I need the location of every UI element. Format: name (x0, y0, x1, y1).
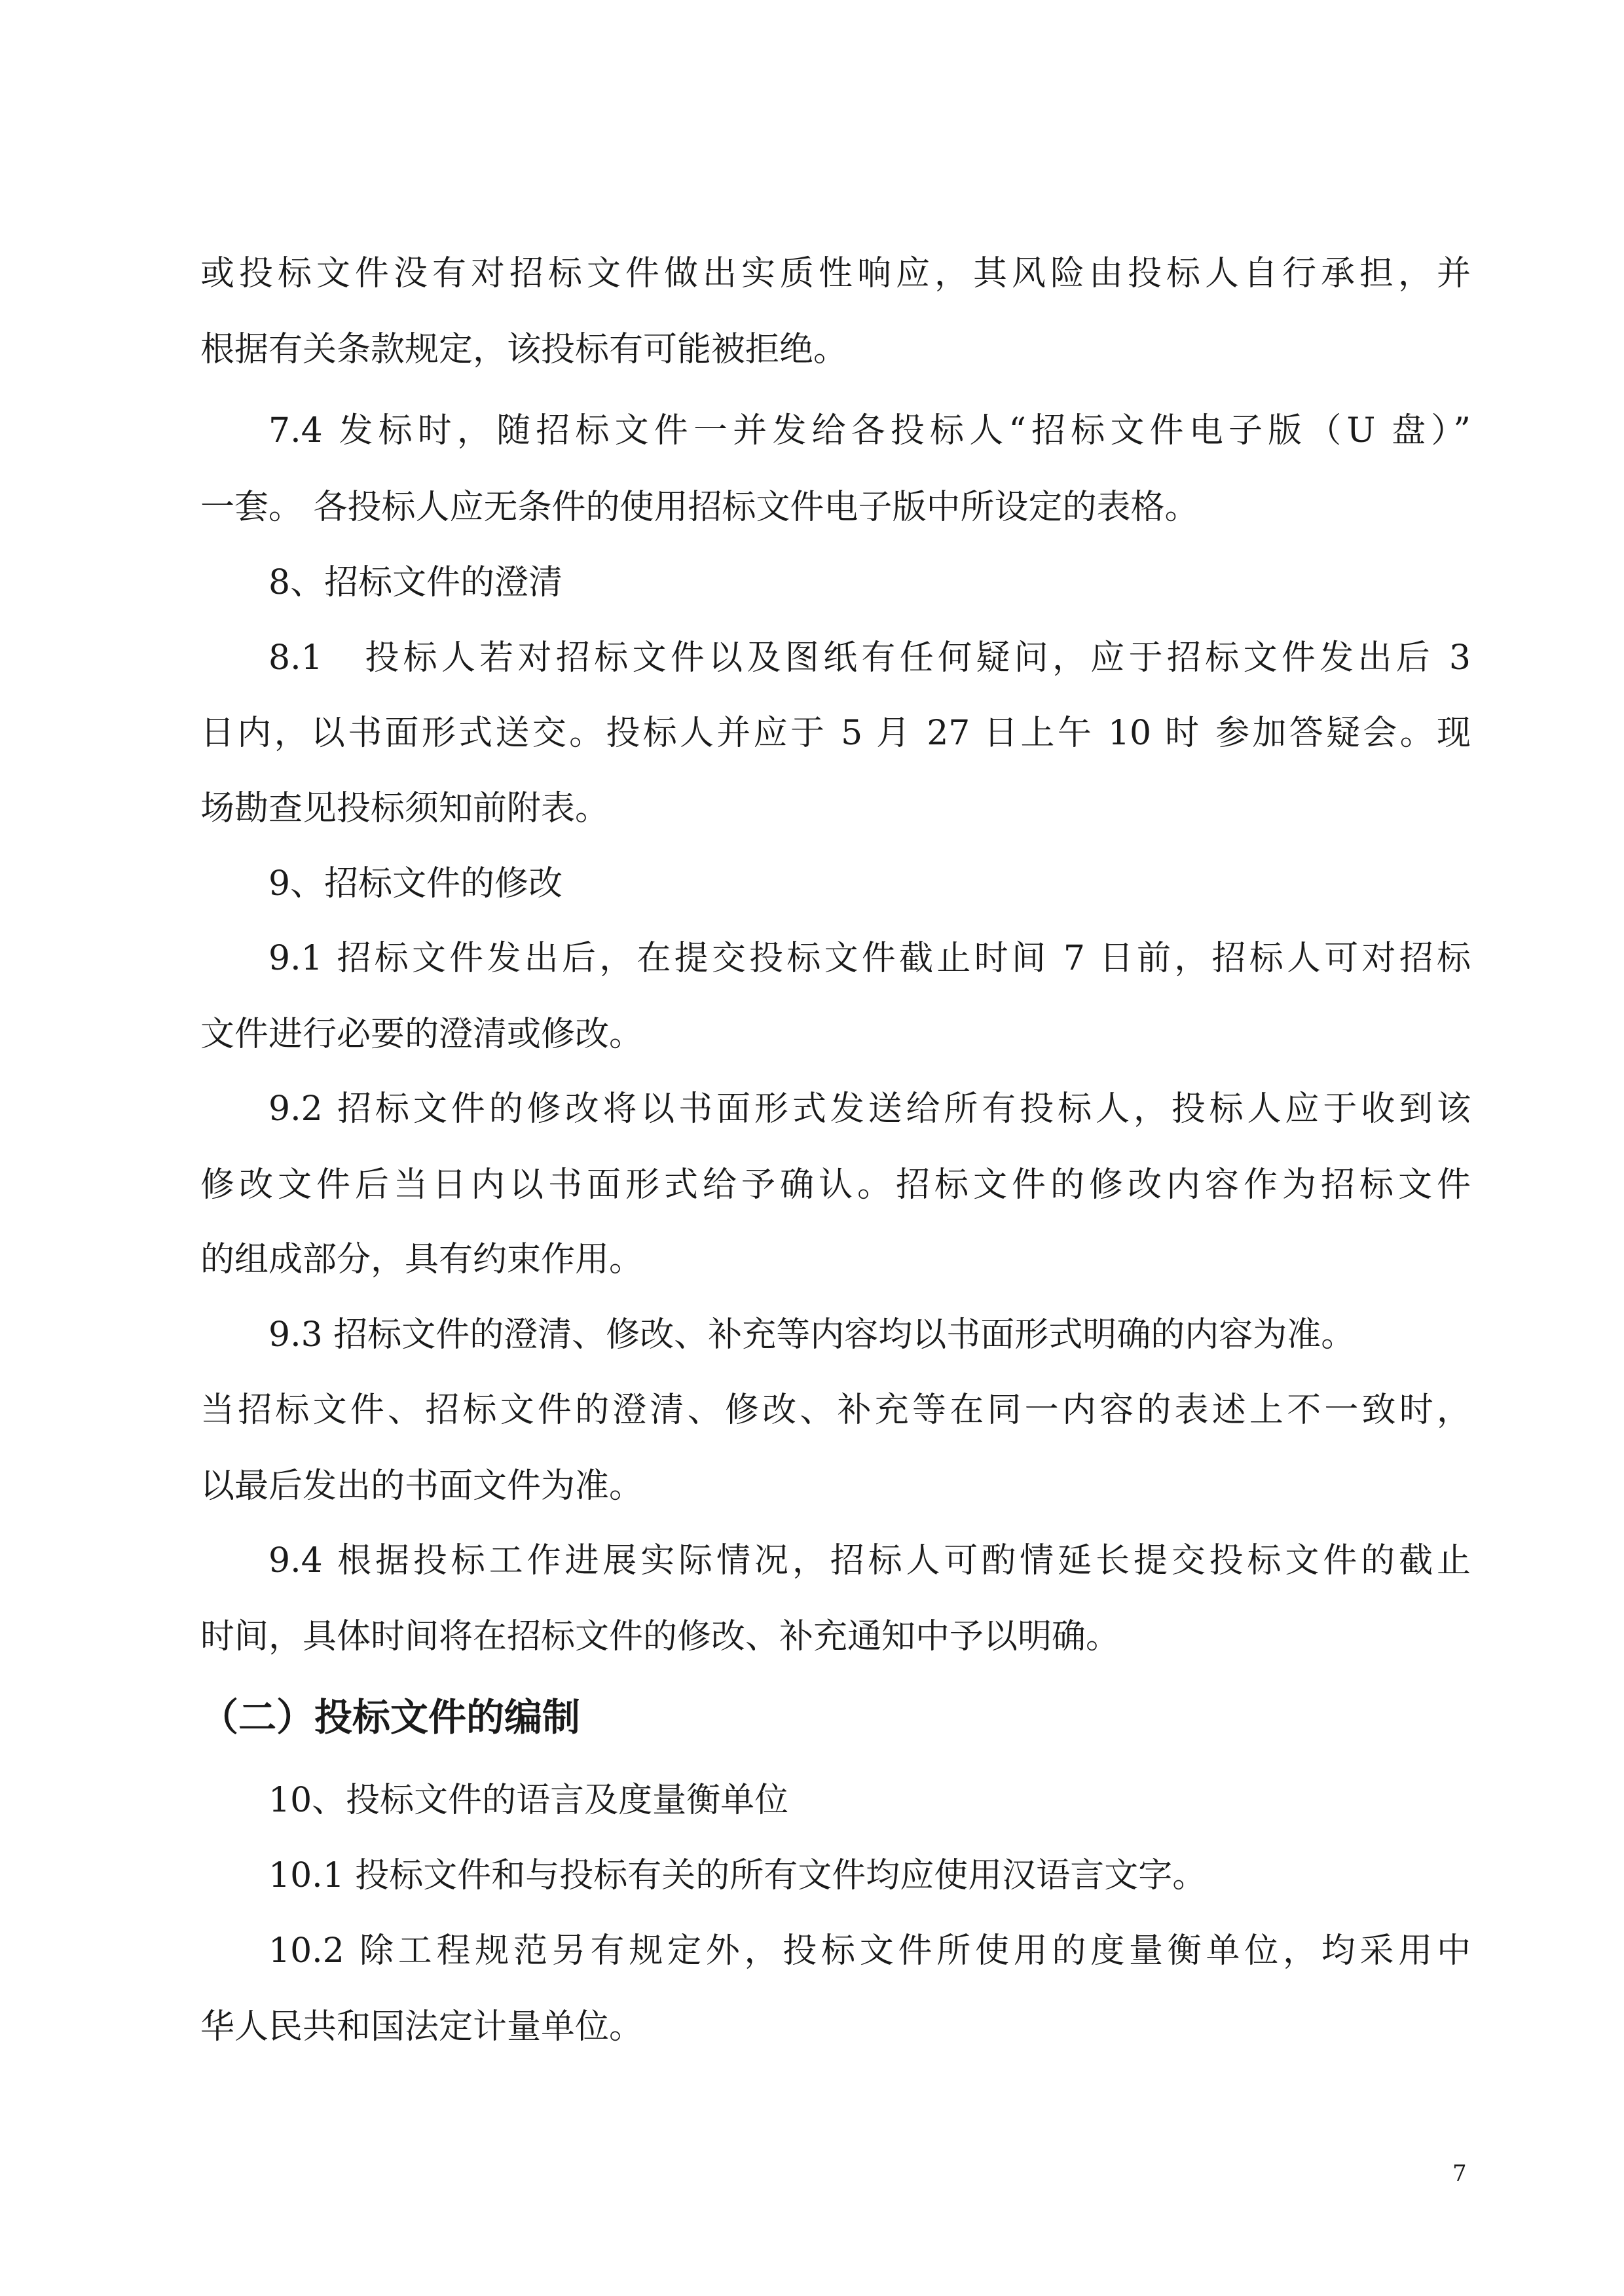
body-text-line: 场勘查见投标须知前附表。 (200, 789, 610, 828)
clause-8-1: 8.1 投标人若对招标文件以及图纸有任何疑问，应于招标文件发出后 3 (268, 638, 1471, 678)
clause-10-1: 10.1 投标文件和与投标有关的所有文件均应使用汉语言文字。 (268, 1856, 1207, 1895)
section-9-title: 9、招标文件的修改 (268, 864, 563, 903)
section-10-title: 10、投标文件的语言及度量衡单位 (268, 1781, 789, 1820)
body-text-line: 一套。 各投标人应无条件的使用招标文件电子版中所设定的表格。 (200, 488, 1199, 527)
body-text-line: 或投标文件没有对招标文件做出实质性响应，其风险由投标人自行承担，并 (200, 254, 1471, 293)
body-text-line: 华人民共和国法定计量单位。 (200, 2007, 644, 2047)
body-text-line: 日内，以书面形式送交。投标人并应于 5 月 27 日上午 10 时 参加答疑会。现 (200, 714, 1471, 753)
body-text-line: 当招标文件、招标文件的澄清、修改、补充等在同一内容的表述上不一致时， (200, 1391, 1471, 1430)
body-text-line: 修改文件后当日内以书面形式给予确认。招标文件的修改内容作为招标文件 (200, 1165, 1471, 1205)
section-8-title: 8、招标文件的澄清 (268, 563, 563, 602)
body-text-line: 文件进行必要的澄清或修改。 (200, 1015, 644, 1054)
clause-9-4: 9.4 根据投标工作进展实际情况，招标人可酌情延长提交投标文件的截止 (268, 1541, 1471, 1580)
clause-9-3: 9.3 招标文件的澄清、修改、补充等内容均以书面形式明确的内容为准。 (268, 1315, 1356, 1355)
body-text-line: 的组成部分，具有约束作用。 (200, 1240, 644, 1279)
body-text-line: 以最后发出的书面文件为准。 (200, 1467, 644, 1506)
clause-10-2: 10.2 除工程规范另有规定外，投标文件所使用的度量衡单位，均采用中 (268, 1931, 1471, 1971)
section-heading-2: （二）投标文件的编制 (200, 1695, 581, 1740)
body-text-line: 时间，具体时间将在招标文件的修改、补充通知中予以明确。 (200, 1617, 1120, 1656)
clause-9-1: 9.1 招标文件发出后，在提交投标文件截止时间 7 日前，招标人可对招标 (268, 939, 1471, 978)
clause-9-2: 9.2 招标文件的修改将以书面形式发送给所有投标人，投标人应于收到该 (268, 1089, 1471, 1129)
clause-7-4: 7.4 发标时，随招标文件一并发给各投标人“招标文件电子版（U 盘）” (268, 411, 1471, 450)
page-number: 7 (1452, 2160, 1467, 2187)
body-text-line: 根据有关条款规定，该投标有可能被拒绝。 (200, 330, 848, 369)
